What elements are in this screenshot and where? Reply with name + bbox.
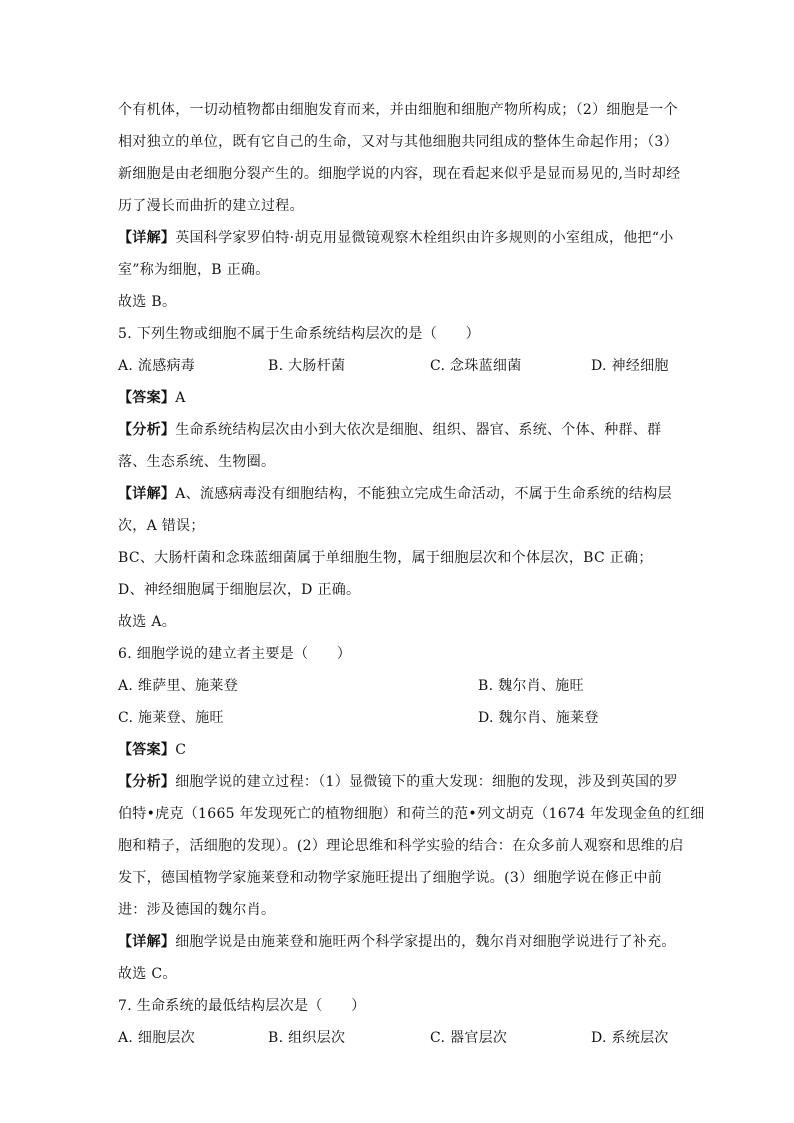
q6-conclusion: 故选 C。: [118, 966, 177, 982]
q6-option-c: C. 施莱登、施旺: [118, 710, 224, 726]
q7-option-d: D. 系统层次: [591, 1030, 669, 1046]
q7-option-a: A. 细胞层次: [118, 1030, 196, 1046]
q5-answer: [118, 388, 676, 408]
q5-stem: 5. 下列生物或细胞不属于生命系统结构层次的是（ ）: [118, 326, 480, 342]
answer-value: A: [175, 390, 186, 406]
detail-text: A、流感病毒没有细胞结构，不能独立完成生命活动，不属于生命系统的结构层: [175, 486, 672, 502]
q6-detail-line-1: [118, 932, 676, 952]
intro-detail-line-2: 室”称为细胞，B 正确。: [118, 262, 270, 278]
q5-conclusion: 故选 A。: [118, 614, 177, 630]
answer-value: C: [175, 742, 187, 758]
q5-analysis-line-1: [118, 420, 676, 440]
q6-answer: [118, 740, 676, 760]
q5-option-c: C. 念珠蓝细菌: [430, 358, 522, 374]
analysis-tag: 【分析】: [118, 422, 176, 438]
intro-detail-line-1: [118, 228, 676, 248]
intro-line-1: 个有机体，一切动植物都由细胞发育而来，并由细胞和细胞产物所构成；（2）细胞是一个: [118, 102, 678, 118]
q6-analysis-line-3: 胞和精子，活细胞的发现）。(2）理论思维和科学实验的结合：在众多前人观察和思维的启: [118, 838, 684, 854]
answer-tag: 【答案】: [118, 742, 176, 758]
q6-option-a: A. 维萨里、施莱登: [118, 678, 239, 694]
answer-tag: 【答案】: [118, 390, 176, 406]
intro-line-2: 相对独立的单位，既有它自己的生命，又对与其他细胞共同组成的整体生命起作用；（3）: [118, 134, 678, 150]
q5-detail-line-2: 次，A 错误；: [118, 518, 205, 534]
q5-detail-line-4: D、神经细胞属于细胞层次，D 正确。: [118, 582, 361, 598]
q5-option-b: B. 大肠杆菌: [268, 358, 346, 374]
analysis-text: 生命系统结构层次由小到大依次是细胞、组织、器官、系统、个体、种群、群: [175, 422, 662, 438]
q6-analysis-line-5: 进：涉及德国的魏尔肖。: [118, 902, 276, 918]
q6-option-b: B. 魏尔肖、施旺: [478, 678, 584, 694]
detail-tag: 【详解】: [118, 486, 176, 502]
q5-detail-line-1: [118, 484, 676, 504]
q6-stem: 6. 细胞学说的建立者主要是（ ）: [118, 646, 352, 662]
q5-option-d: D. 神经细胞: [591, 358, 669, 374]
q5-option-a: A. 流感病毒: [118, 358, 196, 374]
q6-analysis-line-1: [118, 772, 676, 792]
analysis-tag: 【分析】: [118, 774, 176, 790]
intro-conclusion: 故选 B。: [118, 294, 177, 310]
detail-tag: 【详解】: [118, 230, 176, 246]
q5-detail-line-3: BC、大肠杆菌和念珠蓝细菌属于单细胞生物，属于细胞层次和个体层次，BC 正确；: [118, 550, 653, 566]
q6-analysis-line-4: 发下，德国植物学家施莱登和动物学家施旺提出了细胞学说。(3）细胞学说在修正中前: [118, 870, 663, 886]
detail-text: 细胞学说是由施莱登和施旺两个科学家提出的，魏尔肖对细胞学说进行了补充。: [175, 934, 676, 950]
q7-option-c: C. 器官层次: [430, 1030, 508, 1046]
intro-line-4: 历了漫长而曲折的建立过程。: [118, 198, 304, 214]
q6-option-d: D. 魏尔肖、施莱登: [478, 710, 599, 726]
detail-text: 英国科学家罗伯特·胡克用显微镜观察木栓组织由许多规则的小室组成，他把“小: [175, 230, 674, 246]
q7-option-b: B. 组织层次: [268, 1030, 346, 1046]
analysis-text: 细胞学说的建立过程：（1）显微镜下的重大发现：细胞的发现，涉及到英国的罗: [175, 774, 678, 790]
detail-tag: 【详解】: [118, 934, 176, 950]
q5-analysis-line-2: 落、生态系统、生物圈。: [118, 454, 276, 470]
q6-analysis-line-2: 伯特•虎克（1665 年发现死亡的植物细胞）和荷兰的范•列文胡克（1674 年发现金鱼的红细: [118, 806, 705, 822]
intro-line-3: 新细胞是由老细胞分裂产生的。细胞学说的内容，现在看起来似乎是显而易见的,当时却经: [118, 166, 681, 182]
q7-stem: 7. 生命系统的最低结构层次是（ ）: [118, 998, 366, 1014]
